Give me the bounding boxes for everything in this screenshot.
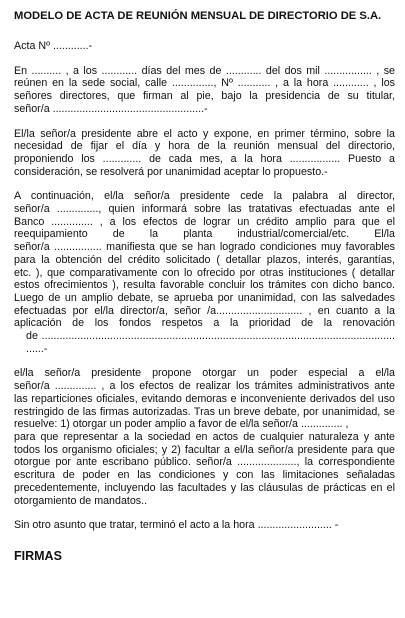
paragraph-line: escritura de poder en las condiciones y con las limitaciones señaladas bbox=[14, 469, 395, 482]
paragraph-line: señor/a ...................................................- bbox=[14, 102, 208, 115]
paragraph-line: etc. ), que comparativamente con lo ofrecido por otras instituciones ( detallar bbox=[14, 266, 395, 279]
paragraph-line: proponiendo los ............. de cada mes, a la hora ................. Puesto a bbox=[14, 152, 395, 165]
paragraph-line: precedentemente, incluyendo las facultades y las cláusulas de prácticas en el bbox=[14, 481, 395, 494]
paragraph-line: para que representar a la sociedad en actos de cualquier naturaleza y ante bbox=[14, 430, 395, 443]
paragraph-line: En .......... , a los ............ días del mes de ............ del dos mil ................ , se bbox=[14, 64, 395, 77]
paragraph-meeting-schedule bbox=[14, 128, 395, 179]
paragraph-line: otorgue por ante escribano público. señor/a ...................., la correspondiente bbox=[14, 456, 395, 469]
paragraph-line: necesidad de fijar el día y hora de la reunión mensual del directorio, bbox=[14, 140, 395, 153]
document-title: MODELO DE ACTA DE REUNIÓN MENSUAL DE DIRECTORIO DE S.A. bbox=[14, 10, 382, 22]
paragraph-power-of-attorney bbox=[14, 367, 395, 507]
paragraph-line: el/la señor/a presidente propone otorgar un poder especial a el/la bbox=[14, 367, 395, 380]
paragraph-line: estos ofrecimientos ), resulta favorable concluir los trámites con dicho banco. bbox=[14, 279, 395, 292]
acta-number bbox=[14, 40, 395, 53]
paragraph-line: señores directores, que firman al pie, bajo la presidencia de su titular, bbox=[14, 90, 395, 103]
paragraph-opening bbox=[14, 65, 395, 116]
paragraph-line: consideración, se resolverá por unanimidad aceptar lo propuesto.- bbox=[14, 165, 328, 178]
closing-statement bbox=[14, 519, 395, 532]
paragraph-line: resuelve: 1) otorgar un poder amplio a favor de el/la señor/a .............. , bbox=[14, 418, 349, 431]
signatures-heading: FIRMAS bbox=[14, 548, 62, 563]
paragraph-line: reequipamiento de la planta industrial/comercial/etc. El/la bbox=[14, 228, 395, 241]
paragraph-line: todos los organismo oficiales; y 2) facultar a el/la señor/a presidente para que bbox=[14, 443, 395, 456]
paragraph-line: otorgamiento de mandatos.. bbox=[14, 494, 148, 507]
paragraph-line: aplicación de los fondos respetos a la prioridad de la renovación bbox=[14, 317, 395, 330]
acta-number-text: Acta Nº ............- bbox=[14, 40, 93, 52]
paragraph-line: de ....................................................................................................................... bbox=[26, 330, 395, 343]
paragraph-line: ......- bbox=[26, 342, 48, 355]
paragraph-line: señor/a .............., quien informará sobre las tratativas efectuadas ante el bbox=[14, 203, 395, 216]
paragraph-line: Banco .............. , a los efectos de lograr un crédito amplio para que el bbox=[14, 215, 395, 228]
paragraph-line: efectuadas por el/la director/a, señor /a............................. , en cuanto a la bbox=[14, 304, 395, 317]
paragraph-line: señor/a ................ manifiesta que se han logrado condiciones muy favorables bbox=[14, 241, 395, 254]
paragraph-credit bbox=[14, 190, 395, 355]
paragraph-line: restringido de las firmas autorizadas. Tras un breve debate, por unanimidad, se bbox=[14, 405, 395, 418]
paragraph-line: señor/a .............. , a los efectos de realizar los trámites administrativos ante bbox=[14, 380, 395, 393]
paragraph-line: Luego de un amplio debate, se aprueba por unanimidad, con las salvedades bbox=[14, 291, 395, 304]
paragraph-line: para la obtención del crédito solicitado ( detallar plazos, interés, garantías, bbox=[14, 253, 395, 266]
paragraph-line: El/la señor/a presidente abre el acto y expone, en primer término, sobre la bbox=[14, 127, 395, 140]
closing-text: Sin otro asunto que tratar, terminó el acto a la hora ......................... - bbox=[14, 519, 339, 532]
paragraph-line: A continuación, el/la señor/a presidente cede la palabra al director, bbox=[14, 190, 395, 203]
paragraph-line: reúnen en la sede social, calle .............., Nº ........... , a la hora ............ , los bbox=[14, 77, 395, 90]
paragraph-line: las reparticiones oficiales, evitando demoras e inconveniente derivados del uso bbox=[14, 392, 395, 405]
